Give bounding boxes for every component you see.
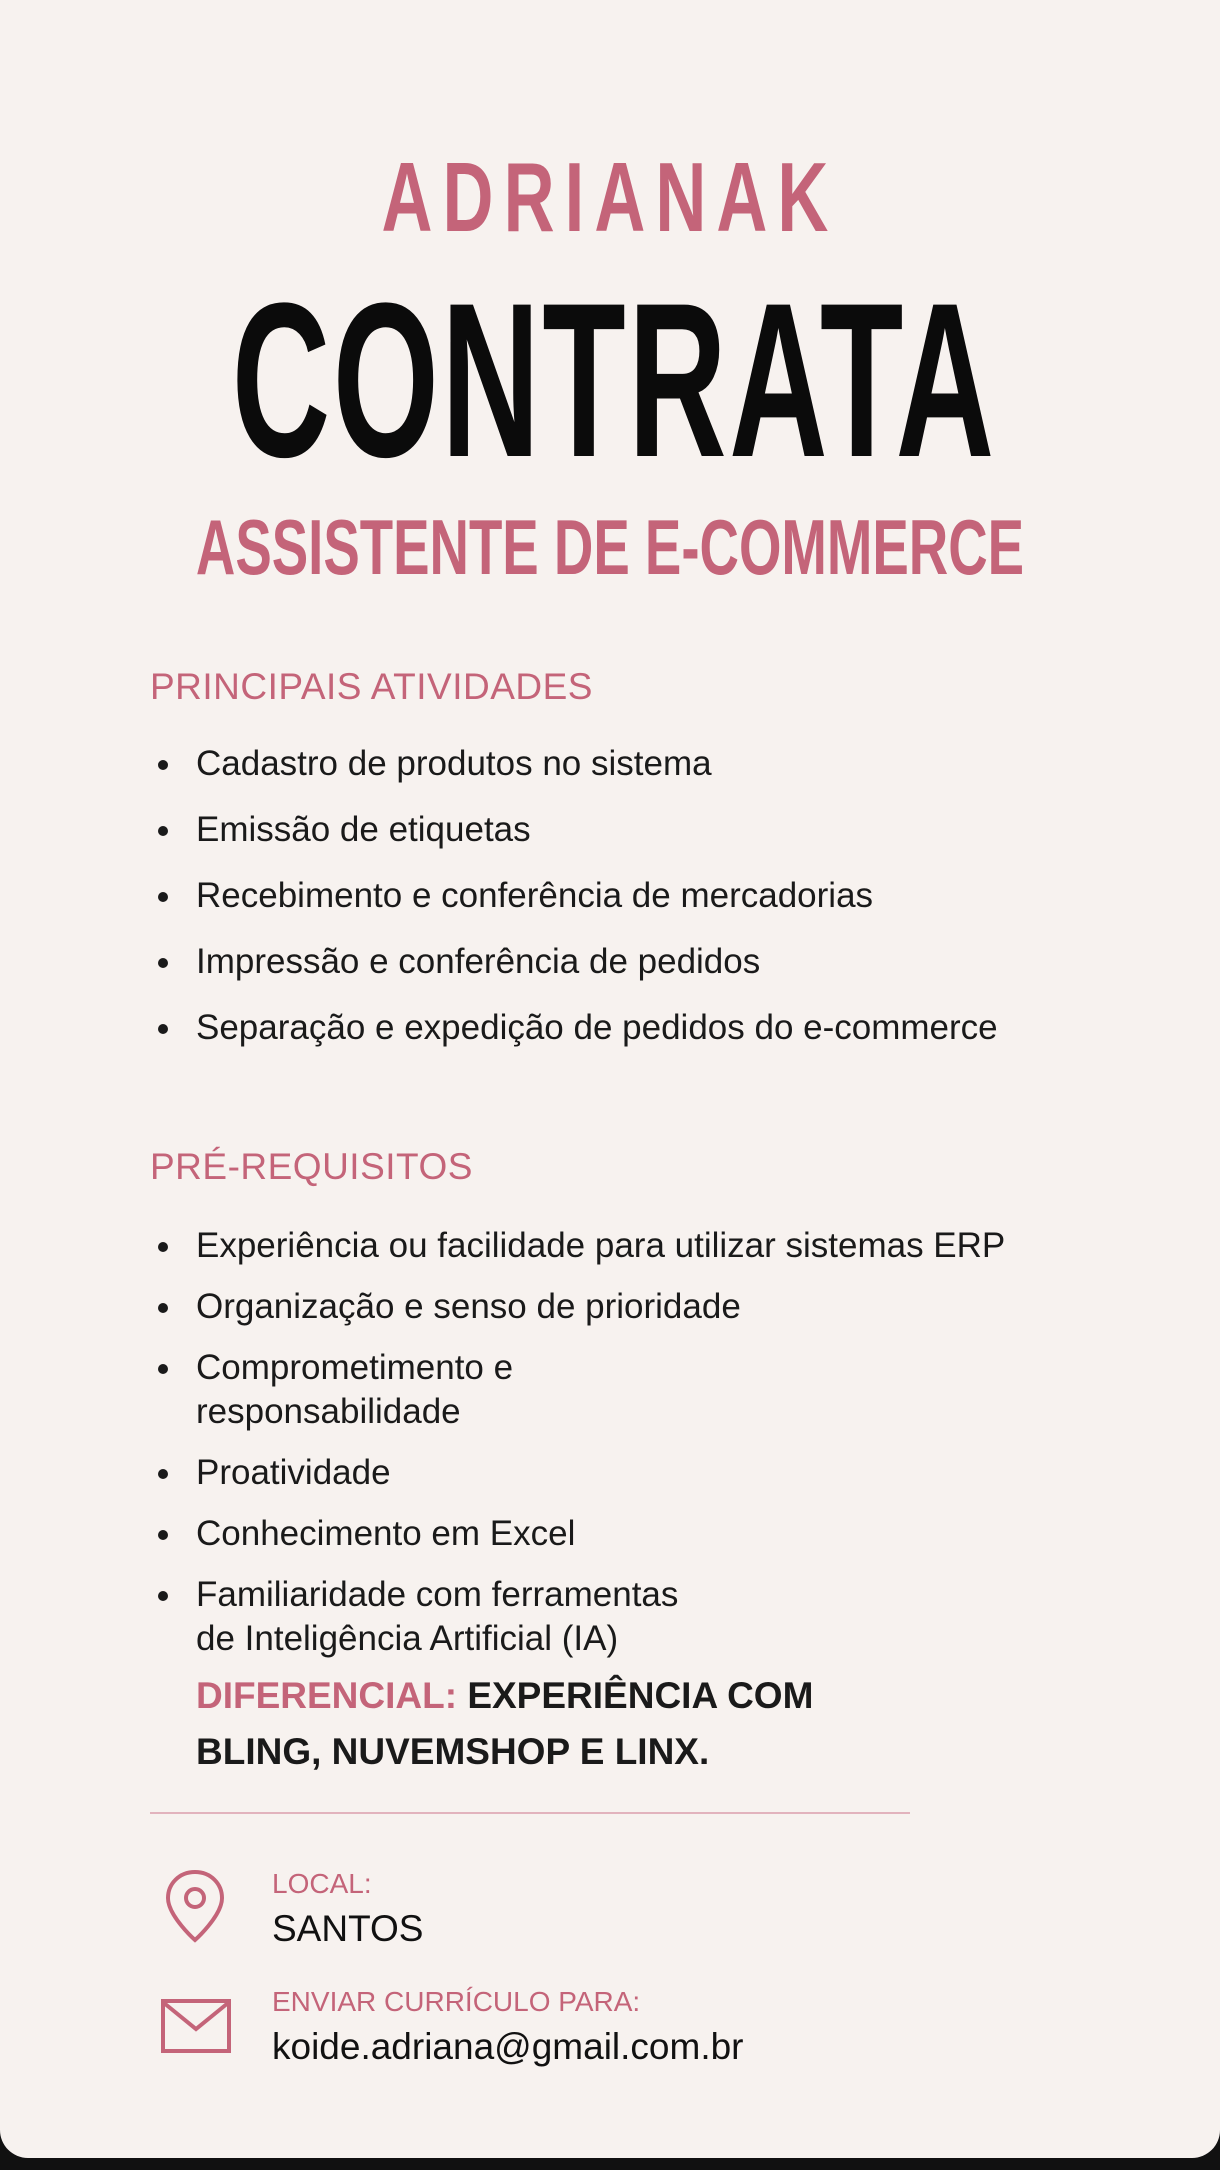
divider [150,1812,910,1814]
brand-name: ADRIANAK [381,142,839,252]
list-item: Separação e expedição de pedidos do e-commerce [150,1006,998,1050]
job-role: ASSISTENTE DE E-COMMERCE [195,503,1025,591]
location-value: SANTOS [272,1908,424,1949]
list-item: Experiência ou facilidade para utilizar sistemas ERP [150,1224,1096,1268]
contact-label: ENVIAR CURRÍCULO PARA: [272,1986,641,2017]
list-item: Recebimento e conferência de mercadorias [150,874,998,918]
list-item: Impressão e conferência de pedidos [150,940,998,984]
requirements-list [150,1224,1006,1678]
list-item: Conhecimento em Excel [150,1512,750,1556]
headline: CONTRATA [231,257,997,503]
differential-note [196,1668,836,1780]
list-item: Organização e senso de prioridade [150,1285,750,1329]
requirements-title: PRÉ-REQUISITOS [150,1146,473,1187]
list-item: Emissão de etiquetas [150,808,998,852]
differential-label: DIFERENCIAL: [196,1675,458,1716]
location-label: LOCAL: [272,1868,372,1899]
contact-email[interactable]: koide.adriana@gmail.com.br [272,2026,744,2067]
list-item: Proatividade [150,1451,750,1495]
list-item: Familiaridade com ferramentas de Inteligência Artificial (IA) [150,1573,716,1661]
list-item: Comprometimento e responsabilidade [150,1346,750,1434]
activities-title: PRINCIPAIS ATIVIDADES [150,666,593,707]
activities-list [150,742,998,1072]
location-pin-icon [160,1866,230,1951]
differential-text: EXPERIÊNCIA COM BLING, NUVEMSHOP E LINX. [196,1675,814,1772]
list-item: Cadastro de produtos no sistema [150,742,998,786]
envelope-icon [160,1998,232,2059]
